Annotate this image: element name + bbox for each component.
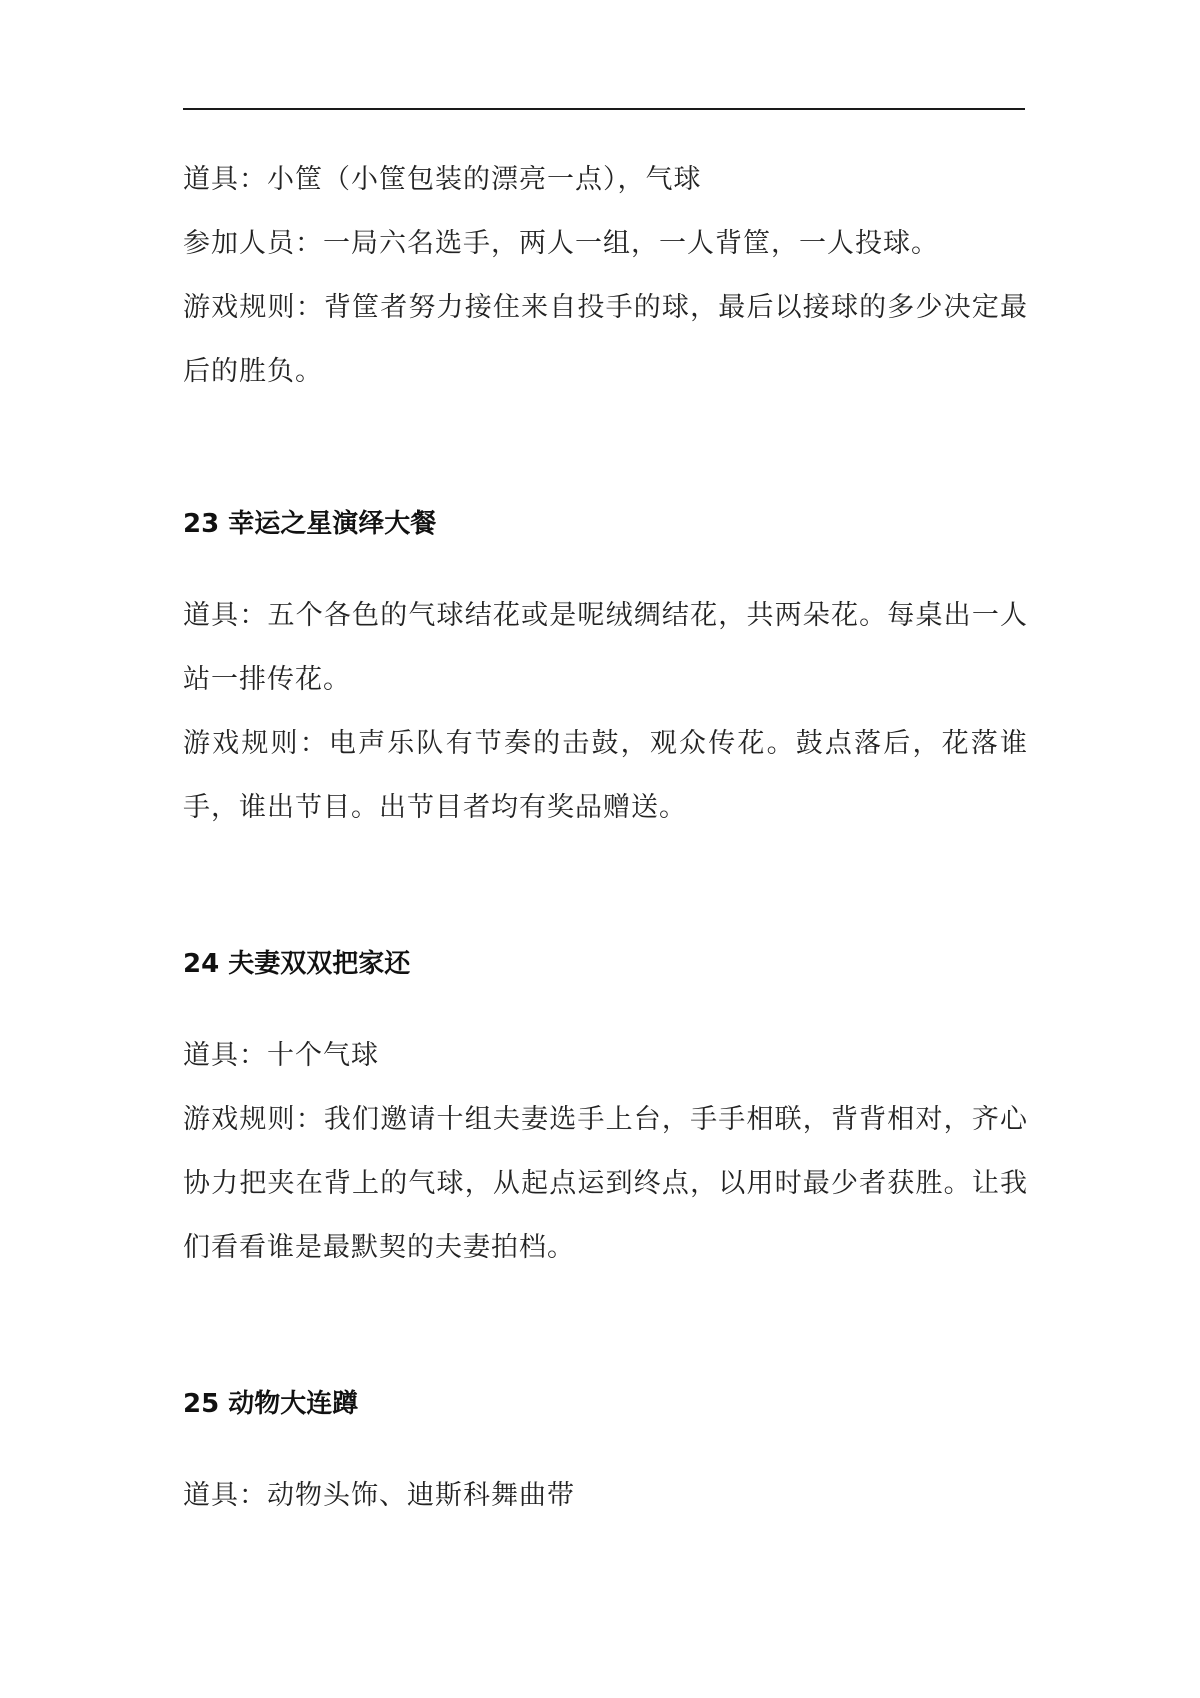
props-text: 道具：小筐（小筐包装的漂亮一点），气球 — [183, 164, 702, 195]
participants-text: 参加人员：一局六名选手，两人一组，一人背筐，一人投球。 — [183, 228, 939, 259]
section-heading: 23 幸运之星演绎大餐 — [183, 509, 437, 539]
section-25 — [183, 1384, 1028, 1528]
section-heading: 25 动物大连蹲 — [183, 1389, 359, 1419]
props-text: 道具：五个各色的气球结花或是呢绒绸结花，共两朵花。每桌出一人站一排传花。 — [183, 600, 1028, 695]
header-rule — [183, 108, 1025, 110]
rules-text: 游戏规则：电声乐队有节奏的击鼓，观众传花。鼓点落后，花落谁手，谁出节目。出节目者均有奖品赠送。 — [183, 728, 1028, 823]
section-heading: 24 夫妻双双把家还 — [183, 949, 411, 979]
document-body — [183, 148, 1028, 1528]
rules-text: 游戏规则：背筐者努力接住来自投手的球，最后以接球的多少决定最后的胜负。 — [183, 292, 1028, 387]
props-text: 道具：动物头饰、迪斯科舞曲带 — [183, 1480, 575, 1511]
intro-section — [183, 148, 1028, 404]
section-23 — [183, 504, 1028, 840]
props-text: 道具：十个气球 — [183, 1040, 379, 1071]
rules-text: 游戏规则：我们邀请十组夫妻选手上台，手手相联，背背相对，齐心协力把夹在背上的气球，从起点运到终点，以用时最少者获胜。让我们看看谁是最默契的夫妻拍档。 — [183, 1104, 1028, 1263]
section-24 — [183, 944, 1028, 1280]
